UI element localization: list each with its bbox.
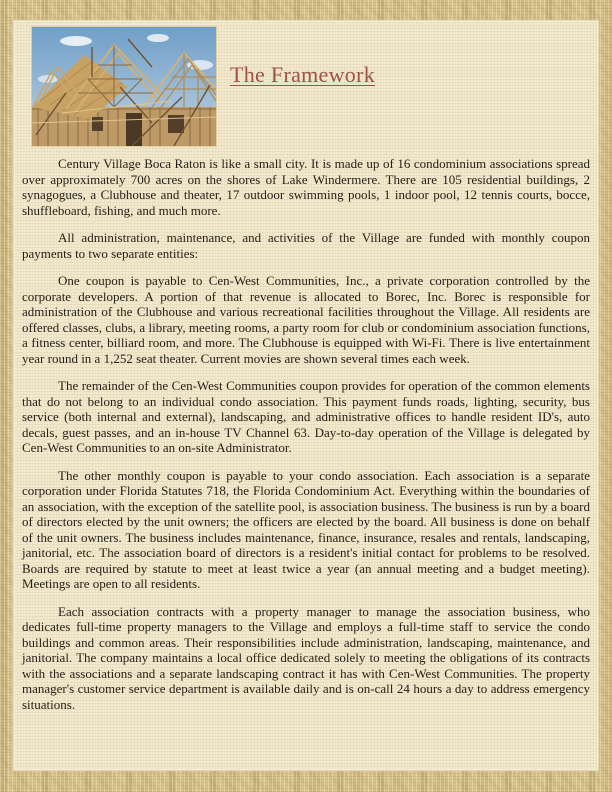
- body-paragraph-cenwest-coupon: One coupon is payable to Cen-West Communities, Inc., a private corporation controlled by the corporate developers. A portion of that revenue is allocated to Borec, Inc. Borec is responsible for administration of the Clubhouse and various recreational facilities throughout the Village. All residents are offered classes, clubs, a library, meeting rooms, a party room for club or condominium association functions, a fitness center, billiard room, and more. The Clubhouse is equipped with Wi-Fi. There is live entertainment year round in a 1,252 seat theater. Current movies are shown several times each week.: [22, 273, 590, 366]
- document-body: [22, 156, 590, 724]
- body-paragraph-common-elements: The remainder of the Cen-West Communities coupon provides for operation of the common elements that do not belong to an individual condo association. This payment funds roads, lighting, security, bus service (both internal and external), landscaping, and administrative offices to handle resident ID's, auto decals, guest passes, and an in-house TV Channel 63. Day-to-day operation of the Village is delegated by Cen-West Communities to an on-site Administrator.: [22, 378, 590, 455]
- house-framing-photo: [32, 27, 216, 146]
- body-paragraph-condo-association: The other monthly coupon is payable to your condo association. Each association is a separate corporation under Florida Statutes 718, the Florida Condominium Act. Everything within the boundaries of an association, with the exception of the satellite pool, is association business. The business is run by a board of directors elected by the unit owners; the officers are elected by the board. All business is done on behalf of the unit owners. The business includes maintenance, finance, insurance, resales and rentals, landscaping, janitorial, etc. The association board of directors is a resident's initial contact for problems to be resolved. Boards are required by statute to meet at least twice a year (an annual meeting and a budget meeting). Meetings are open to all residents.: [22, 467, 590, 591]
- body-paragraph-property-manager: Each association contracts with a property manager to manage the association business, who dedicates full-time property managers to the Village and employs a full-time staff to service the condo buildings and common areas. Their responsibilities include administration, landscaping, maintenance, and janitorial. The company maintains a local office dedicated solely to meeting the obligations of its contracts with the associations and a separate landscaping contract it has with Cen-West Communities. The property manager's customer service department is available daily and is on-call 24 hours a day to address emergency situations.: [22, 603, 590, 712]
- page-title: The Framework: [230, 62, 376, 87]
- body-paragraph-intro: Century Village Boca Raton is like a small city. It is made up of 16 condominium associations spread over approximately 700 acres on the shores of Lake Windermere. There are 105 residential buildings, 2 synagogues, a Clubhouse and theater, 17 outdoor swimming pools, 1 indoor pool, 12 tennis courts, bocce, shuffleboard, fishing, and much more.: [22, 156, 590, 218]
- body-paragraph-funding: All administration, maintenance, and activities of the Village are funded with monthly coupon payments to two separate entities:: [22, 230, 590, 261]
- house-framing-photo-graphic: [32, 27, 216, 146]
